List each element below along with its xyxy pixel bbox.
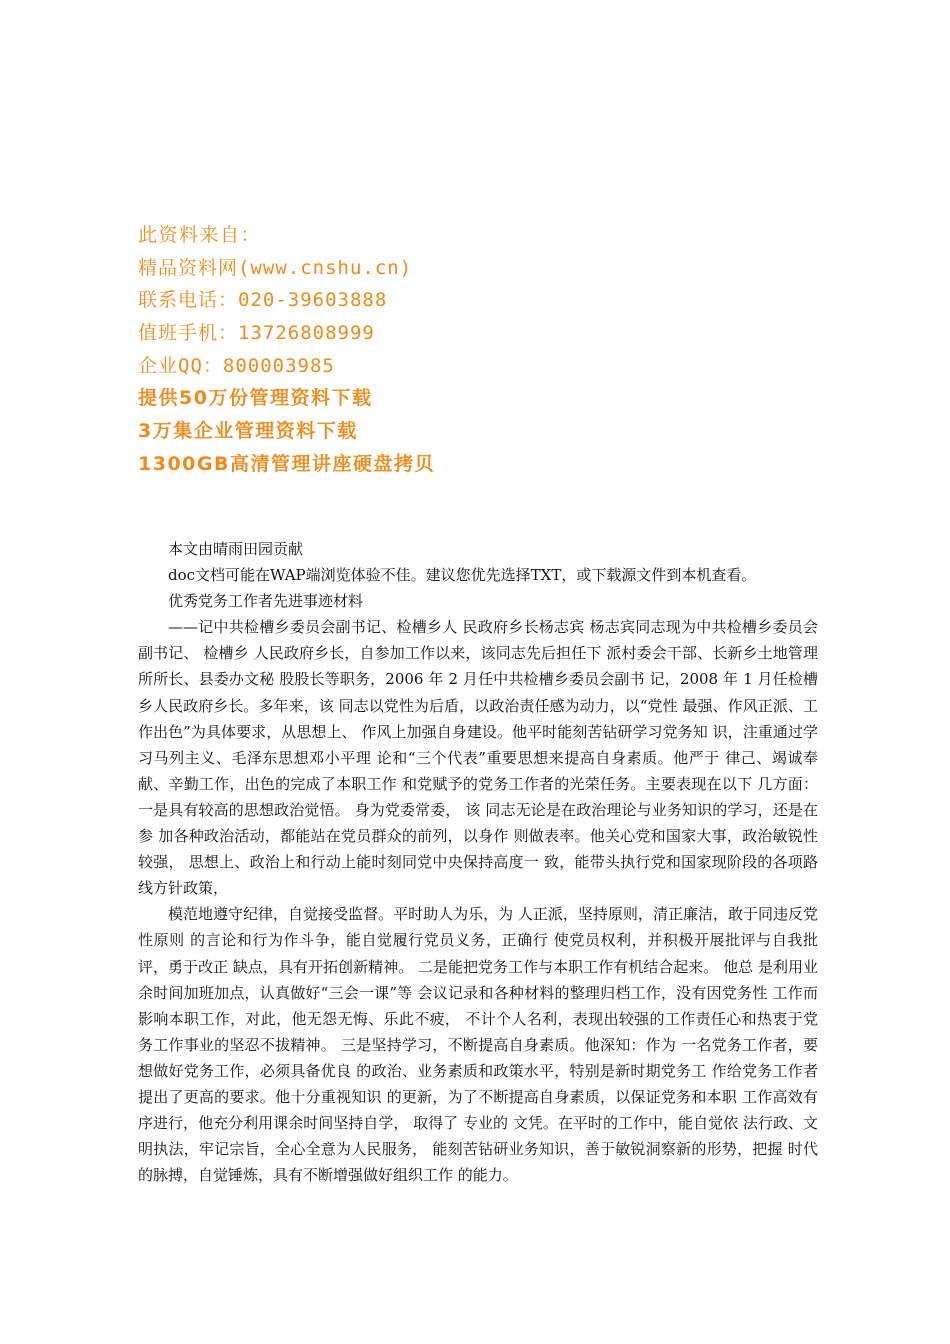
ad-qq: 企业QQ：800003985: [138, 354, 335, 377]
article-title: 优秀党务工作者先进事迹材料: [168, 592, 364, 611]
ad-site-link[interactable]: 精品资料网(www.cnshu.cn): [138, 256, 413, 279]
ad-phone: 联系电话：020-39603888: [138, 289, 388, 312]
article-notice: doc文档可能在WAP端浏览体验不佳。建议您优先选择TXT，或下载源文件到本机查看。: [168, 566, 757, 585]
ad-mobile: 值班手机：13726808999: [138, 322, 375, 345]
ad-offer-1: 提供50万份管理资料下载: [138, 387, 373, 410]
article-paragraph-1: ——记中共检槽乡委员会副书记、检槽乡人 民政府乡长杨志宾 杨志宾同志现为中共检槽乡委员会副书记、 检槽乡 人民政府乡长，自参加工作以来，该同志先后担任下 派村委会干部、长新乡土地管理所所长、县委办文秘 股股长等职务，2006 年 2 月任中共检槽乡委员会副书 记，2008 年 1 月任检槽乡人民政府乡长。多年来，该 同志以党性为后盾，以政治责任感为动力，以“党性 最强、作风正派、工作出色”为具体要求，从思想上、 作风上加强自身建设。他平时能刻苦钻研学习党务知 识，注重通过学习马列主义、毛泽东思想邓小平理 论和“三个代表”重要思想来提高自身素质。他严于 律己、竭诚奉献、辛勤工作，出色的完成了本职工作 和党赋予的党务工作者的光荣任务。主要表现在以下 几方面： 一是具有较高的思想政治觉悟。 身为党委常委， 该 同志无论是在政治理论与业务知识的学习，还是在参 加各种政治活动，都能站在党员群众的前列，以身作 则做表率。他关心党和国家大事，政治敏锐性较强， 思想上、政治上和行动上能时刻同党中央保持高度一 致，能带头执行党和国家现阶段的各项路线方针政策，: [138, 618, 818, 898]
article-body: [138, 536, 818, 1188]
article-contributor: 本文由晴雨田园贡献: [168, 540, 304, 558]
article-paragraph-2: 模范地遵守纪律，自觉接受监督。平时助人为乐，为 人正派，坚持原则，清正廉洁，敢于同违反党性原则 的言论和行为作斗争，能自觉履行党员义务，正确行 使党员权利，并积极开展批评与自我批评，勇于改正 缺点，具有开拓创新精神。 二是能把党务工作与本职工作有机结合起来。 他总 是利用业余时间加班加点，认真做好“三会一课”等 会议记录和各种材料的整理归档工作，没有因党务性 工作而影响本职工作，对此，他无怨无悔、乐此不疲， 不计个人名利，表现出较强的工作责任心和热衷于党 务工作事业的坚忍不拔精神。 三是坚持学习，不断提高自身素质。他深知：作为 一名党务工作者，要想做好党务工作，必须具备优良 的政治、业务素质和政策水平，特别是新时期党务工 作给党务工作者提出了更高的要求。他十分重视知识 的更新，为了不断提高自身素质，以保证党务和本职 工作高效有序进行，他充分利用课余时间坚持自学， 取得了 专业的 文凭。在平时的工作中，能自觉依 法行政、文明执法，牢记宗旨，全心全意为人民服务， 能刻苦钻研业务知识，善于敏锐洞察新的形势，把握 时代的脉搏，自觉锤炼，具有不断增强做好组织工作 的能力。: [138, 905, 818, 1185]
ad-offer-2: 3万集企业管理资料下载: [138, 420, 358, 443]
advertisement-block: [138, 219, 698, 481]
ad-source-label: 此资料来自：: [138, 224, 262, 246]
ad-offer-3: 1300GB高清管理讲座硬盘拷贝: [138, 452, 435, 475]
